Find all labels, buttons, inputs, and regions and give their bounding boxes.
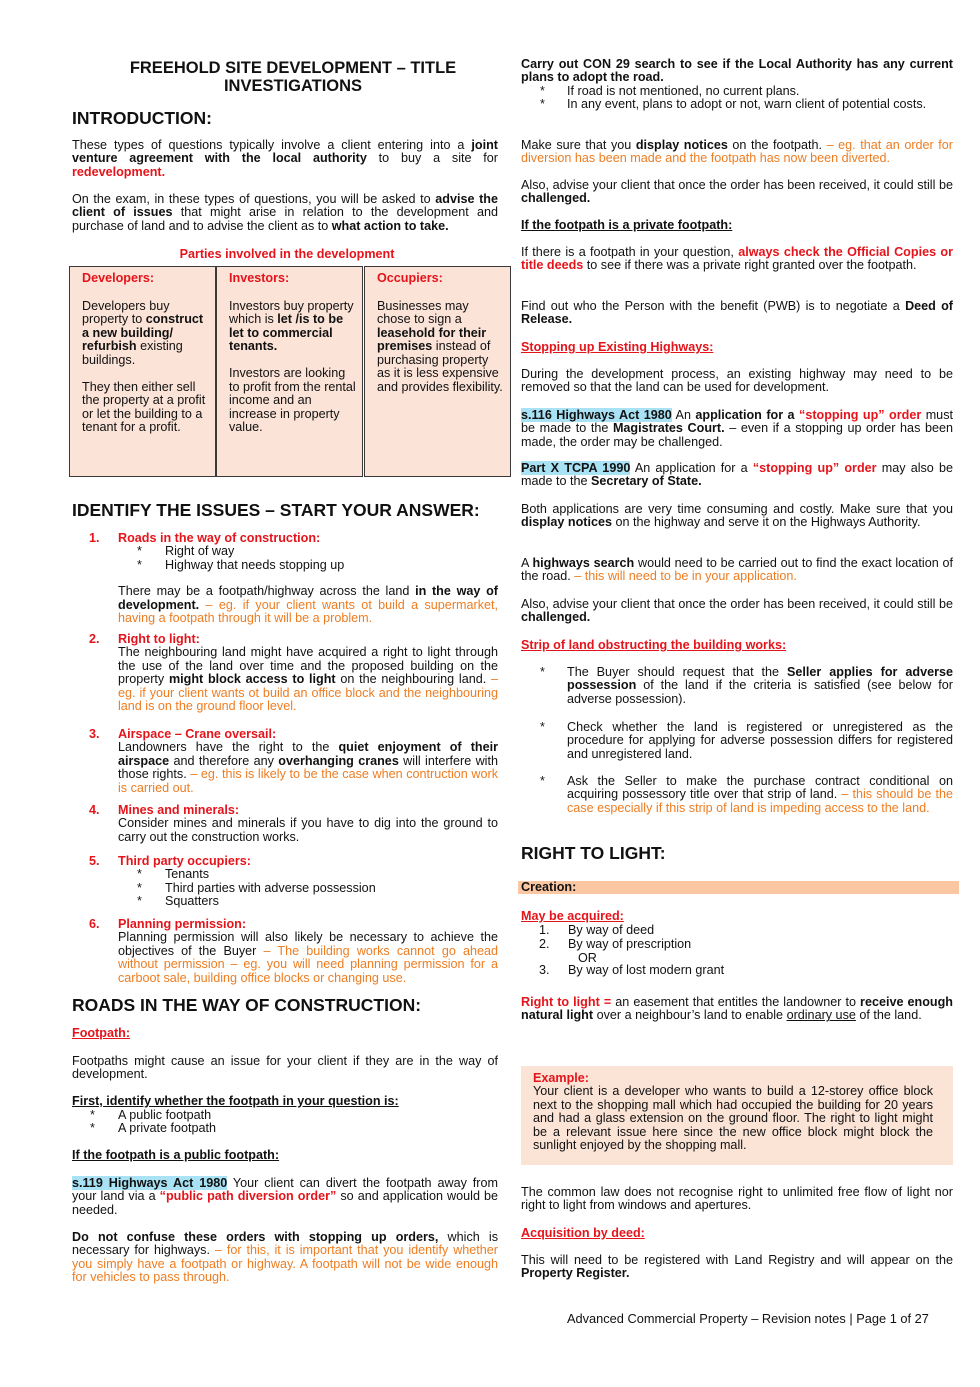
text-run: First, identify whether the footpath in your question is: [72, 1094, 399, 1108]
bullet-text: Right of way [165, 544, 235, 559]
bullet-star-icon: * [540, 84, 545, 98]
numbered-list [521, 924, 953, 978]
bullet-item [521, 85, 953, 98]
text-run: of the land. [855, 1008, 922, 1023]
text-run: of the land if the criteria is satisfied (see below for adverse possession). [567, 678, 953, 706]
text-run: in the way of development. [118, 584, 498, 612]
bullet-star-icon: * [137, 894, 142, 909]
text-run: Both applications are very time consuming and costly. Make sure that you [521, 502, 953, 516]
text-run: Your client can divert the footpath away from your land via a [72, 1176, 498, 1204]
text-run: Stopping up Existing Highways: [521, 340, 714, 354]
issue-text [118, 817, 498, 844]
paragraph [72, 1231, 498, 1285]
text-run: This will need to be registered with Land Registry and will appear on the [521, 1253, 953, 1267]
text-run: There may be a footpath/highway across the land [118, 584, 416, 599]
paragraph [72, 1095, 498, 1108]
text-run: on the neighbouring land. [335, 672, 491, 687]
creation-band: Creation: [518, 881, 959, 894]
text-run: overhanging cranes [278, 753, 399, 768]
bullet-item [521, 666, 953, 706]
text-run: receive enough natural light [521, 995, 953, 1023]
paragraph [521, 462, 953, 489]
text-run: Carry out CON 29 search to see if the Local Authority has any current plans to adopt the road. [521, 57, 953, 85]
issue-heading: Roads in the way of construction: [118, 531, 321, 545]
text-run: – for this, it is important that you identify whether you simply have a footpath or highway. A footpath will not be wide enough for vehicles to pass through. [72, 1243, 499, 1285]
text-run: A [521, 556, 533, 570]
bullet-list [72, 1109, 498, 1136]
paragraph [521, 557, 953, 584]
text-run: Part X TCPA 1990 [521, 461, 631, 475]
text-run: would need to be carried out to find the exact location of the road. [521, 556, 953, 584]
bullet-item [72, 1109, 498, 1122]
paragraph [521, 639, 953, 652]
text-run: An application for a [630, 461, 753, 475]
text-run: challenged. [521, 191, 591, 206]
text-run: In any event, plans to adopt or not, warn client of potential costs. [567, 97, 927, 112]
bullet-item [137, 882, 498, 895]
text-run: – this should be the case especially if this strip of land is impeding access to the land. [567, 787, 953, 815]
bullet-list [521, 85, 953, 112]
bullet-star-icon: * [90, 1108, 95, 1122]
text-run: display notices [635, 138, 728, 152]
paragraph [521, 1227, 953, 1240]
issue-number: 2. [89, 632, 100, 646]
paragraph [72, 1027, 498, 1040]
text-run: what action to take. [331, 218, 449, 233]
issue-number: 4. [89, 803, 100, 817]
paragraph [521, 58, 953, 85]
text-run: let /is to be let to commercial tenants. [229, 312, 344, 353]
text-run: on the highway and serve it on the Highways Authority. [612, 515, 921, 530]
section-heading: INTRODUCTION: [72, 108, 212, 128]
text-run: s.116 Highways Act 1980 [521, 408, 672, 422]
paragraph [521, 598, 953, 625]
text-run: Acquisition by deed: [521, 1226, 645, 1240]
bullet-star-icon: * [137, 880, 142, 895]
title-line: INVESTIGATIONS [223, 77, 363, 95]
text-run: Find out who the Person with the benefit (PWB) is to negotiate a [521, 299, 906, 313]
text-run: Seller applies for adverse possession [567, 665, 953, 693]
text-run: Make sure that you [521, 138, 636, 152]
paragraph [521, 1254, 953, 1281]
text-run: quiet enjoyment of their airspace [118, 740, 498, 768]
text-run: If the footpath is a private footpath: [521, 218, 733, 232]
issue-heading: Third party occupiers: [118, 854, 251, 868]
text-run: These types of questions typically involve a client entering into a [72, 138, 472, 152]
party-box [69, 266, 216, 477]
text-run: may also be made to the [521, 461, 953, 489]
party-box [216, 266, 363, 477]
paragraph [521, 996, 953, 1023]
text-run: Investors buy property which is [229, 298, 354, 326]
party-text [229, 300, 356, 354]
bullet-item [137, 868, 498, 881]
numbered-issue [72, 633, 498, 713]
text-run: redevelopment. [72, 164, 166, 179]
list-text: By way of prescription [568, 937, 692, 951]
party-title: Developers: [82, 271, 155, 285]
paragraph [521, 1186, 953, 1213]
list-item [521, 924, 953, 938]
text-run: Investors are looking to profit from the rental income and an increase in property value. [229, 366, 356, 434]
text-run: advise the client of issues [72, 192, 498, 220]
bullet-star-icon: * [137, 557, 142, 572]
text-run: – eg. that an order for diversion has been made and the footpath has now been diverted. [521, 138, 953, 166]
issue-number: 1. [89, 531, 100, 545]
text-run: If road is not mentioned, no current plans. [567, 84, 800, 98]
text-run: joint venture agreement with the local authority [72, 138, 498, 166]
party-box [364, 266, 511, 477]
text-run: – The building works cannot go ahead without permission – eg. you will need planning permission for a carboot sale, building office blocks or changing use. [118, 943, 498, 985]
text-run: – even if a stopping up order has been made, the order may be challenged. [521, 421, 953, 449]
diagram-title: Parties involved in the development [179, 247, 395, 261]
text-run: – eg. if your client wants ot build an office block and the neighbouring land is on the ground floor level. [118, 672, 498, 714]
text-run: existing buildings. [82, 339, 183, 367]
issue-heading: Planning permission: [118, 917, 247, 931]
text-run: Do not confuse these orders with stopping up orders, [72, 1230, 439, 1244]
issue-text [118, 585, 498, 625]
text-run: ordinary use [786, 1008, 856, 1023]
paragraph [521, 246, 953, 273]
list-item [521, 938, 953, 952]
paragraph [521, 341, 953, 354]
bullet-text: Third parties with adverse possession [165, 880, 376, 895]
paragraph [72, 1055, 498, 1082]
paragraph [521, 368, 953, 395]
text-run: If there is a footpath in your question, [521, 245, 739, 259]
text-run: On the exam, in these types of questions, you will be asked to [72, 192, 436, 206]
issue-heading: Airspace – Crane oversail: [118, 727, 277, 741]
text-run: and therefore any [169, 753, 279, 768]
text-run: an easement that entitles the landowner to [611, 995, 861, 1009]
party-title: Occupiers: [377, 271, 443, 285]
text-run: A public footpath [118, 1108, 212, 1122]
bullet-star-icon: * [540, 665, 545, 679]
bullet-star-icon: * [137, 544, 142, 559]
text-run: – eg. this is likely to be the case when contruction work is carried out. [118, 767, 499, 795]
section-heading: IDENTIFY THE ISSUES – START YOUR ANSWER: [72, 500, 480, 520]
paragraph [72, 193, 498, 233]
bullet-star-icon: * [540, 720, 545, 734]
text-run: Footpath: [72, 1026, 131, 1040]
text-run: Property Register. [521, 1266, 630, 1281]
issue-number: 6. [89, 917, 100, 931]
party-text [229, 367, 356, 435]
text-run: May be acquired: [521, 909, 624, 923]
title-line: FREEHOLD SITE DEVELOPMENT – TITLE [129, 59, 457, 77]
issue-number: 3. [89, 727, 100, 741]
bullet-text: Squatters [165, 894, 219, 909]
example-text: Your client is a developer who wants to build a 12-storey office block next to the shopping mall which had occupied the building for 20 years and had a glass extension on the ground floor. The right to light might be a relevant issue here since the new office block might block the sunlight enjoyed by the shopping mall. [533, 1084, 933, 1153]
text-run: Deed of Release. [521, 299, 954, 327]
bullet-item [521, 775, 953, 815]
text-run: always check the Official Copies or title deeds [521, 245, 953, 273]
text-run: s.119 Highways Act 1980 [72, 1176, 228, 1190]
list-text: By way of deed [568, 923, 655, 937]
text-run: Magistrates Court. [612, 421, 725, 436]
text-run: application for a [695, 408, 800, 422]
text-run: which is necessary for highways. [72, 1230, 498, 1258]
text-run: Secretary of State. [591, 474, 702, 489]
text-run: Landowners have the right to the [118, 740, 339, 755]
text-run: The Buyer should request that the [567, 665, 787, 679]
text-run: Also, advise your client that once the order has been received, it could still be [521, 178, 953, 192]
paragraph [521, 179, 953, 206]
text-run: Strip of land obstructing the building works: [521, 638, 787, 652]
text-run: Right to light = [521, 995, 612, 1009]
text-run: If the footpath is a public footpath: [72, 1148, 280, 1162]
text-run: “public path diversion order” [159, 1189, 337, 1204]
bullet-item [137, 545, 498, 558]
paragraph [72, 1177, 498, 1217]
text-run: Consider mines and minerals if you have to dig into the ground to carry out the construction works. [118, 816, 498, 844]
party-text [377, 300, 504, 395]
text-run: might block access to light [168, 672, 336, 687]
numbered-issue [72, 855, 498, 909]
text-run: An [671, 408, 696, 422]
section-heading: ROADS IN THE WAY OF CONSTRUCTION: [72, 995, 422, 1015]
paragraph [72, 1149, 498, 1162]
list-number: 3. [539, 963, 550, 977]
bullet-item [137, 895, 498, 908]
text-run: over a neighbour’s land to enable [593, 1008, 787, 1023]
list-item [521, 964, 953, 978]
paragraph [521, 910, 953, 923]
document-title [72, 59, 514, 95]
text-run: Also, advise your client that once the order has been received, it could still be [521, 597, 953, 611]
issue-heading: Mines and minerals: [118, 803, 240, 817]
text-run: on the footpath. [727, 138, 827, 152]
party-text [82, 300, 209, 368]
text-run: “stopping up” order [752, 461, 877, 475]
list-number: 2. [539, 937, 550, 951]
text-run: They then either sell the property at a profit or let the building to a tenant for a profit. [82, 379, 206, 434]
text-run: Footpaths might cause an issue for your client if they are in the way of development. [72, 1054, 498, 1082]
example-title: Example: [533, 1071, 589, 1085]
section-heading: RIGHT TO LIGHT: [521, 843, 666, 863]
party-text [82, 381, 209, 435]
example-box [521, 1066, 953, 1165]
paragraph [72, 139, 498, 179]
text-run: will interfere with those rights. [118, 753, 498, 782]
paragraph [521, 409, 953, 449]
party-title: Investors: [229, 271, 290, 285]
bullet-star-icon: * [137, 867, 142, 882]
bullet-star-icon: * [540, 774, 545, 788]
paragraph [521, 300, 953, 327]
text-run: During the development process, an existing highway may need to be removed so that the land can be used for development. [521, 367, 953, 395]
text-run: challenged. [521, 610, 591, 625]
text-run: that might arise in relation to the development and purchase of land and to advise the client as to [72, 205, 498, 233]
paragraph [521, 503, 953, 530]
issue-text [118, 646, 498, 713]
bullet-star-icon: * [90, 1121, 95, 1136]
bullet-item [72, 1122, 498, 1135]
bullet-item [521, 721, 953, 761]
list-text: OR [578, 951, 597, 965]
text-run: The common law does not recognise right to unlimited free flow of light nor right to light from windows and apertures. [521, 1185, 953, 1213]
numbered-issue [72, 532, 498, 625]
text-run: A private footpath [118, 1121, 217, 1136]
list-text: By way of lost modern grant [568, 963, 725, 977]
issue-text [118, 931, 498, 985]
numbered-issue [72, 918, 498, 985]
text-run: highways search [532, 556, 635, 570]
issue-text [118, 741, 498, 795]
text-run: Planning permission will also likely be necessary to achieve the objectives of the Buyer [118, 930, 498, 958]
text-run: Ask the Seller to make the purchase contract conditional on acquiring possessory title over that strip of land. [567, 774, 953, 802]
numbered-issue [72, 728, 498, 795]
text-run: Developers buy property to [82, 298, 170, 326]
issue-heading: Right to light: [118, 632, 200, 646]
text-run: so and application would be needed. [72, 1189, 499, 1217]
bullet-item [137, 559, 498, 572]
text-run: – this will need to be in your application. [574, 569, 797, 584]
text-run: must be made to the [521, 408, 953, 436]
page-footer: Advanced Commercial Property – Revision notes | Page 1 of 27 [567, 1311, 929, 1326]
numbered-issue [72, 804, 498, 844]
text-run: The neighbouring land might have acquired a right to light through the use of the land over time and the proposed building on the property [118, 645, 498, 687]
text-run: to see if there was a private right granted over the footpath. [583, 258, 917, 273]
text-run: leasehold for their premises [377, 325, 487, 353]
paragraph [521, 219, 953, 232]
text-run: display notices [521, 515, 612, 530]
text-run: – eg. if your client wants ot build a supermarket, having a footpath through it will be a problem. [118, 597, 498, 626]
bullet-text: Highway that needs stopping up [165, 557, 345, 572]
issue-number: 5. [89, 854, 100, 868]
text-run: instead of purchasing property as it is less expensive and provides flexibility. [377, 339, 503, 394]
bullet-text: Tenants [165, 867, 210, 882]
text-run: to buy a site for [366, 151, 498, 166]
list-number: 1. [539, 923, 550, 937]
bullet-item [521, 98, 953, 111]
paragraph [521, 139, 953, 166]
text-run: “stopping up” order [799, 408, 922, 422]
text-run: Check whether the land is registered or unregistered as the procedure for applying for adverse possession differs for registered and unregistered land. [567, 720, 953, 761]
text-run: construct a new building/ refurbish [82, 312, 204, 353]
text-run: Businesses may chose to sign a [377, 298, 469, 326]
bullet-star-icon: * [540, 97, 545, 112]
